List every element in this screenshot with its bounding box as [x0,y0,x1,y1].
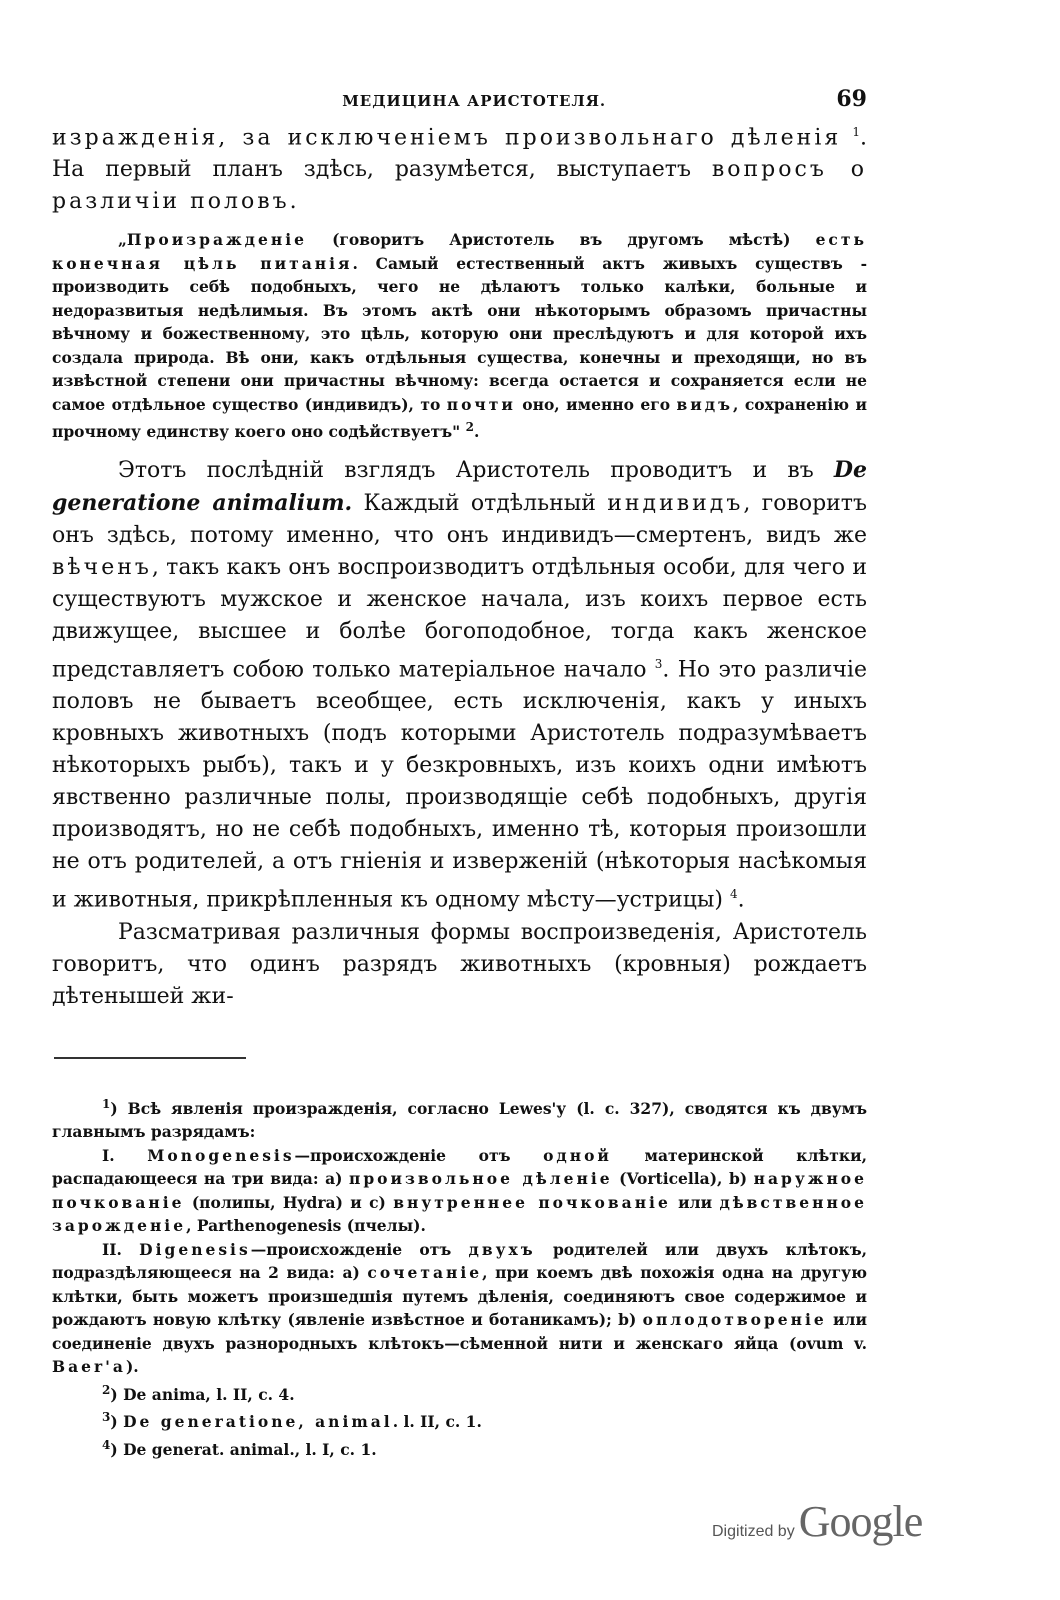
footnote-ref-1: 1 [852,125,860,139]
footnote-ref-4: 4 [730,887,738,902]
watermark-prefix: Digitized by [712,1523,795,1540]
footnote-ref-3: 3 [654,656,663,671]
digitized-watermark [712,1496,922,1547]
footnote-ref-2: 2 [465,420,474,435]
page-number: 69 [836,86,867,112]
paragraph-1: изражденія, за исключеніемъ произвольнаго дѣленія $^1$. На первый планъ здѣсь, разумѣется, выступаетъ вопросъ о различіи половъ. [52,125,867,215]
paragraph-2: Этотъ послѣдній взглядъ Аристотель проводитъ и въ De generatione animalium. Каждый отдѣльный индивидъ, говоритъ онъ здѣсь, потому именно, что онъ индивидъ—смертенъ, видъ же вѣченъ, такъ какъ онъ воспроизводитъ отдѣльныя особи, для чего и существуютъ мужское и женское начала, изъ коихъ первое есть движущее, высшее и болѣе богоподобное, тогда какъ женское представляетъ собою только матеріальное начало $^3$. Но это различіе половъ не бываетъ всеобщее, есть исключенія, какъ у иныхъ кровныхъ животныхъ (подъ которыми Аристотель подразумѣваетъ нѣкоторыхъ рыбъ), такъ и у безкровныхъ, изъ коихъ одни имѣютъ явственно различные полы, производящіе себѣ подобныхъ, другія производятъ, но не себѣ подобныхъ, именно тѣ, которыя произошли не отъ родителей, а отъ гніенія и изверженій (нѣкоторыя насѣкомыя и животныя, прикрѣпленныя къ одному мѣсту—устрицы) $^4$. [52,456,867,913]
block-quote: „Произражденіе (говоритъ Аристотель въ другомъ мѣстѣ) есть конечная цѣль питанія. Самый естественный актъ живыхъ существъ - производить себѣ подобныхъ, чего не дѣлаютъ только калѣки, больные и недоразвитыя недѣлимыя. Въ этомъ актѣ они нѣкоторымъ образомъ причастны вѣчному и божественному, это цѣль, которую они преслѣдуютъ и для которой ихъ создала природа. Вѣ они, какъ отдѣльныя существа, конечны и преходящи, но въ извѣстной степени они причастны вѣчному: всегда остается и сохраняется если не самое отдѣльное существо (индивидъ), то почти оно, именно его видъ, сохраненію и прочному единству коего оно содѣйствуетъ" $^2$. [52,230,867,442]
footnote-1-monogenesis: I. Monogenesis—происхожденіе отъ одной материнской клѣтки, распадающееся на три вида: a) произвольное дѣленіе (Vorticella), b) наружное почкованіе (полипы, Hydra) и c) внутреннее почкованіе или дѣвственное зарожденіе, Parthenogenesis (пчелы). [52,1145,868,1236]
google-logo: Google [798,1497,923,1546]
footnote-2: $^2$) De anima, l. II, c. 4. [102,1382,295,1404]
work-title: De generatione animalium. [52,456,867,516]
footnote-1: $^1$) Всѣ явленія произражденія, согласно Lewes'у (l. c. 327), сводятся къ двумъ главнымъ разрядамъ: [52,1096,867,1142]
footnote-3: $^3$) De generatione, animal. l. II, c. 1. [102,1410,482,1432]
paragraph-3: Разсматривая различныя формы воспроизведенія, Аристотель говоритъ, что одинъ разрядъ животныхъ (кровныя) рождаетъ дѣтенышей жи- [52,919,867,1009]
footnote-separator [54,1057,246,1059]
running-head: МЕДИЦИНА АРИСТОТЕЛЯ. [342,92,607,110]
page-header [52,86,867,116]
footnotes [52,1093,867,1462]
footnote-1-digenesis: II. Digenesis—происхожденіе отъ двухъ родителей или двухъ клѣтокъ, подраздѣляющееся на 2 вида: a) сочетаніе, при коемъ двѣ похожія одна на другую клѣтки, быть можетъ произшедшія путемъ дѣленія, соединяютъ свое содержимое и рождаютъ новую клѣтку (явленіе извѣстное и ботаникамъ); b) оплодотвореніе или соединеніе двухъ разнородныхъ клѣтокъ—сѣменной нити и женскаго яйца (ovum v. Baer'a). [52,1239,868,1377]
footnote-4: $^4$) De generat. animal., l. I, c. 1. [102,1438,377,1460]
book-page [52,86,867,1462]
